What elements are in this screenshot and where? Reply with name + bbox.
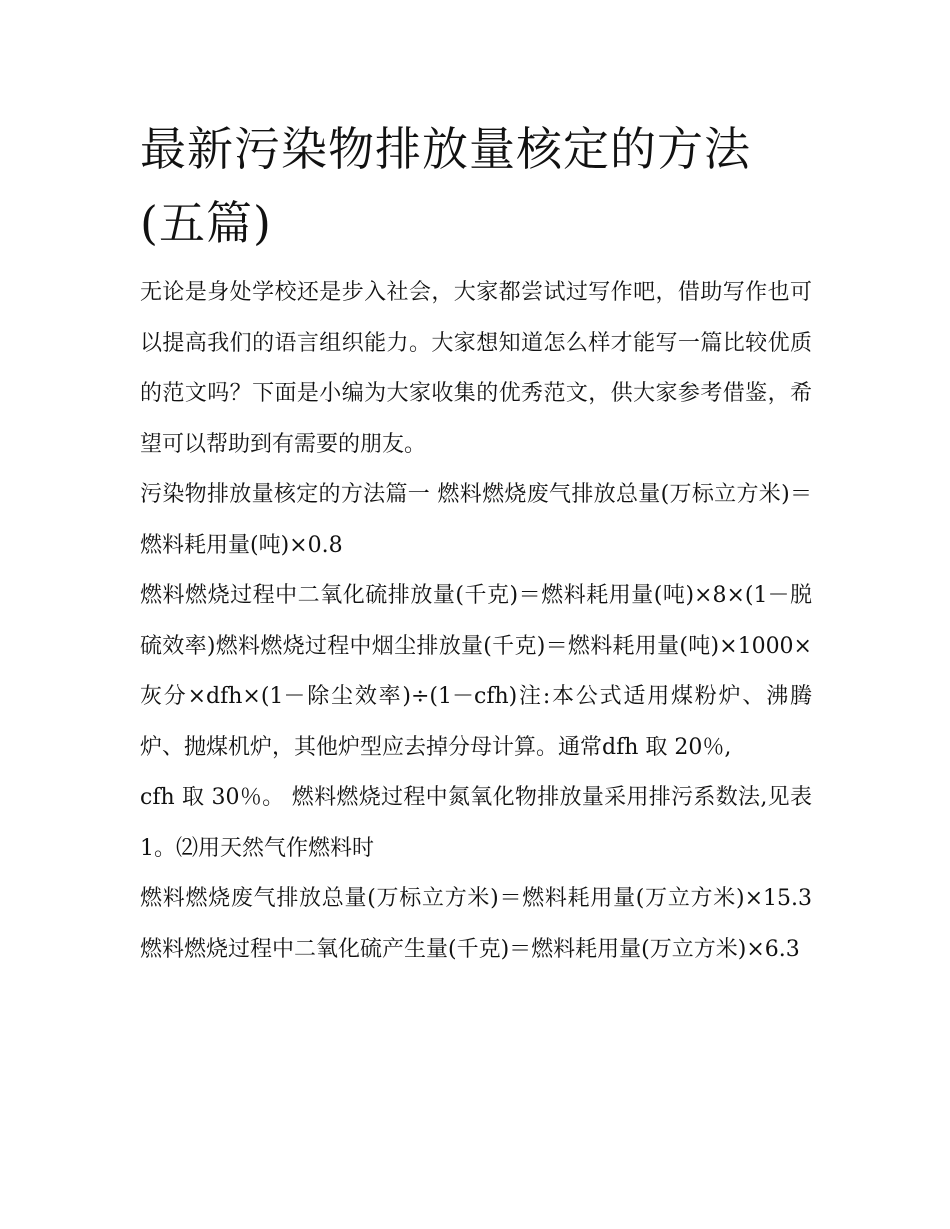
document-body <box>140 112 812 975</box>
intro-paragraph: 无论是身处学校还是步入社会，大家都尝试过写作吧，借助写作也可以提高我们的语言组织能力。大家想知道怎么样才能写一篇比较优质的范文吗？下面是小编为大家收集的优秀范文，供大家参考借鉴，希望可以帮助到有需要的朋友。 <box>140 280 812 457</box>
so2-dust-formula-paragraph: 燃料燃烧过程中二氧化硫排放量(千克)＝燃料耗用量(吨)×8×(1－脱硫效率)燃料燃烧过程中烟尘排放量(千克)＝燃料耗用量(吨)×1000×灰分×dfh×(1－除尘效率)÷(1－cfh)注:本公式适用煤粉炉、沸腾炉、抛煤机炉，其他炉型应去掉分母计算。通常dfh 取 20％, <box>140 583 812 760</box>
method-heading-paragraph: 污染物排放量核定的方法篇一 燃料燃烧废气排放总量(万标立方米)＝燃料耗用量(吨)×0.8 <box>140 482 812 558</box>
natural-gas-formula-paragraph: 燃料燃烧废气排放总量(万标立方米)＝燃料耗用量(万立方米)×15.3 燃料燃烧过程中二氧化硫产生量(千克)＝燃料耗用量(万立方米)×6.3 <box>140 886 812 962</box>
cfh-nox-paragraph: cfh 取 30％。 燃料燃烧过程中氮氧化物排放量采用排污系数法,见表 1。⑵用天然气作燃料时 <box>140 785 812 861</box>
document-title: 最新污染物排放量核定的方法(五篇) <box>140 122 751 250</box>
title-spacer <box>140 260 812 268</box>
